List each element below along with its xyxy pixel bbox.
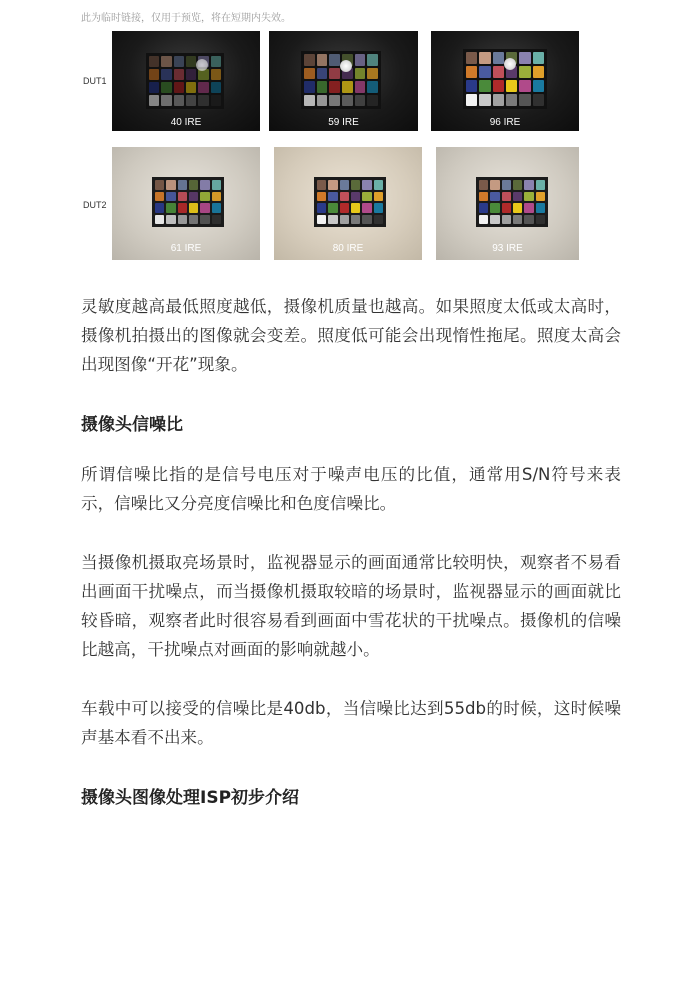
color-patch <box>506 80 517 92</box>
color-patch <box>351 192 360 202</box>
color-patch <box>340 180 349 190</box>
color-patch <box>317 180 326 190</box>
color-patch <box>178 215 187 225</box>
color-patch <box>174 82 184 93</box>
color-patch <box>161 56 171 67</box>
color-patch <box>524 215 533 225</box>
color-patch <box>374 180 383 190</box>
color-patch <box>362 180 371 190</box>
color-patch <box>186 56 196 67</box>
color-patch <box>212 192 221 202</box>
temporary-link-notice: 此为临时链接，仅用于预览，将在短期内失效。 <box>81 13 291 24</box>
color-patch <box>161 82 171 93</box>
tile-label: 61 IRE <box>170 243 202 254</box>
color-patch <box>200 203 209 213</box>
tile-label: 59 IRE <box>328 117 359 128</box>
color-patch <box>519 66 530 78</box>
color-patch <box>466 94 477 106</box>
color-patch <box>178 192 187 202</box>
row-label-dut2: DUT2 <box>83 200 107 210</box>
color-patch <box>211 95 221 106</box>
color-patch <box>513 180 522 190</box>
color-patch <box>351 180 360 190</box>
color-patch <box>533 52 544 64</box>
color-patch <box>317 203 326 213</box>
color-patch <box>200 192 209 202</box>
color-patch <box>189 215 198 225</box>
color-patch <box>304 81 315 93</box>
color-patch <box>317 68 328 80</box>
color-patch <box>506 94 517 106</box>
color-patch <box>329 95 340 107</box>
color-patch <box>155 203 164 213</box>
color-patch <box>351 215 360 225</box>
color-patch <box>502 180 511 190</box>
color-patch <box>355 54 366 66</box>
color-patch <box>466 52 477 64</box>
color-patch <box>329 68 340 80</box>
color-patch <box>479 215 488 225</box>
color-patch <box>212 215 221 225</box>
color-patch <box>328 192 337 202</box>
color-patch <box>490 215 499 225</box>
color-patch <box>166 180 175 190</box>
color-patch <box>342 95 353 107</box>
color-checker-chart <box>152 177 224 227</box>
color-patch <box>490 180 499 190</box>
color-patch <box>362 203 371 213</box>
color-patch <box>536 203 545 213</box>
color-patch <box>200 215 209 225</box>
lamp-icon <box>196 59 208 71</box>
color-patch <box>479 66 490 78</box>
color-patch <box>367 68 378 80</box>
color-patch <box>211 69 221 80</box>
color-patch <box>524 180 533 190</box>
color-patch <box>186 69 196 80</box>
color-patch <box>304 54 315 66</box>
color-patch <box>178 180 187 190</box>
color-patch <box>174 69 184 80</box>
color-patch <box>533 80 544 92</box>
color-patch <box>524 203 533 213</box>
color-checker-chart <box>476 177 548 227</box>
color-patch <box>367 95 378 107</box>
color-patch <box>211 56 221 67</box>
color-patch <box>490 192 499 202</box>
color-patch <box>189 192 198 202</box>
dut2-tile-3 <box>436 147 579 260</box>
color-patch <box>178 203 187 213</box>
color-patch <box>149 69 159 80</box>
color-patch <box>466 80 477 92</box>
color-patch <box>317 54 328 66</box>
color-patch <box>374 192 383 202</box>
color-patch <box>367 81 378 93</box>
color-patch <box>166 192 175 202</box>
color-patch <box>524 192 533 202</box>
dut1-tile-1 <box>112 31 260 131</box>
color-checker-chart <box>146 53 224 109</box>
paragraph-sensitivity: 灵敏度越高最低照度越低，摄像机质量也越高。如果照度太低或太高时，摄像机拍摄出的图像就会变差。照度低可能会出现惰性拖尾。照度太高会出现图像“开花”现象。 <box>81 297 621 374</box>
color-patch <box>186 82 196 93</box>
color-patch <box>198 95 208 106</box>
color-patch <box>304 68 315 80</box>
color-patch <box>374 215 383 225</box>
color-patch <box>533 94 544 106</box>
color-patch <box>374 203 383 213</box>
color-patch <box>479 192 488 202</box>
tile-label: 96 IRE <box>489 117 521 128</box>
color-checker-chart <box>301 51 381 109</box>
color-patch <box>328 180 337 190</box>
color-patch <box>479 52 490 64</box>
color-patch <box>340 203 349 213</box>
color-patch <box>212 180 221 190</box>
color-patch <box>161 95 171 106</box>
color-patch <box>466 66 477 78</box>
color-patch <box>149 95 159 106</box>
lamp-icon <box>340 60 352 72</box>
color-patch <box>340 192 349 202</box>
color-patch <box>493 94 504 106</box>
color-patch <box>355 95 366 107</box>
color-patch <box>519 52 530 64</box>
color-patch <box>340 215 349 225</box>
color-patch <box>479 180 488 190</box>
tile-label: 93 IRE <box>492 243 523 254</box>
dut1-tile-3 <box>431 31 579 131</box>
color-patch <box>149 56 159 67</box>
heading-isp-intro: 摄像头图像处理ISP初步介绍 <box>81 788 300 808</box>
color-patch <box>317 95 328 107</box>
color-patch <box>329 81 340 93</box>
color-patch <box>513 203 522 213</box>
color-patch <box>355 81 366 93</box>
color-patch <box>155 192 164 202</box>
color-patch <box>328 215 337 225</box>
color-patch <box>342 81 353 93</box>
color-patch <box>502 215 511 225</box>
ire-comparison-figure <box>81 28 579 264</box>
color-patch <box>513 192 522 202</box>
color-patch <box>493 52 504 64</box>
color-patch <box>493 66 504 78</box>
color-patch <box>519 94 530 106</box>
paragraph-snr-effect: 当摄像机摄取亮场景时，监视器显示的画面通常比较明快，观察者不易看出画面干扰噪点，而当摄像机摄取较暗的场景时，监视器显示的画面就比较昏暗，观察者此时很容易看到画面中雪花状的干扰噪点。摄像机的信噪比越高，干扰噪点对画面的影响就越小。 <box>81 553 621 659</box>
color-patch <box>174 95 184 106</box>
color-patch <box>536 192 545 202</box>
tile-label: 40 IRE <box>170 117 202 128</box>
color-patch <box>200 180 209 190</box>
color-patch <box>519 80 530 92</box>
color-patch <box>317 215 326 225</box>
color-patch <box>186 95 196 106</box>
color-patch <box>166 215 175 225</box>
color-patch <box>479 80 490 92</box>
color-patch <box>211 82 221 93</box>
dut1-tile-2 <box>269 31 418 131</box>
color-patch <box>212 203 221 213</box>
tile-label: 80 IRE <box>332 243 364 254</box>
color-patch <box>189 180 198 190</box>
color-patch <box>362 215 371 225</box>
color-patch <box>317 81 328 93</box>
color-patch <box>329 54 340 66</box>
color-patch <box>513 215 522 225</box>
color-patch <box>367 54 378 66</box>
paragraph-snr-automotive: 车载中可以接受的信噪比是40db，当信噪比达到55db的时候，这时候噪声基本看不出来。 <box>81 699 621 747</box>
color-patch <box>351 203 360 213</box>
color-patch <box>328 203 337 213</box>
color-patch <box>536 180 545 190</box>
color-patch <box>149 82 159 93</box>
color-patch <box>502 203 511 213</box>
color-patch <box>161 69 171 80</box>
color-patch <box>479 94 490 106</box>
color-patch <box>536 215 545 225</box>
color-checker-chart <box>463 49 547 109</box>
color-patch <box>490 203 499 213</box>
heading-snr: 摄像头信噪比 <box>81 415 183 435</box>
color-patch <box>174 56 184 67</box>
color-patch <box>317 192 326 202</box>
dut2-tile-2 <box>274 147 422 260</box>
color-patch <box>502 192 511 202</box>
color-patch <box>155 215 164 225</box>
color-patch <box>166 203 175 213</box>
lamp-icon <box>504 58 516 70</box>
color-patch <box>493 80 504 92</box>
color-patch <box>198 82 208 93</box>
color-patch <box>355 68 366 80</box>
color-patch <box>304 95 315 107</box>
color-patch <box>479 203 488 213</box>
color-patch <box>533 66 544 78</box>
color-patch <box>362 192 371 202</box>
row-label-dut1: DUT1 <box>83 76 107 86</box>
color-patch <box>189 203 198 213</box>
dut2-tile-1 <box>112 147 260 260</box>
paragraph-snr-definition: 所谓信噪比指的是信号电压对于噪声电压的比值，通常用S/N符号来表示，信噪比又分亮度信噪比和色度信噪比。 <box>81 465 621 513</box>
color-patch <box>155 180 164 190</box>
color-checker-chart <box>314 177 386 227</box>
